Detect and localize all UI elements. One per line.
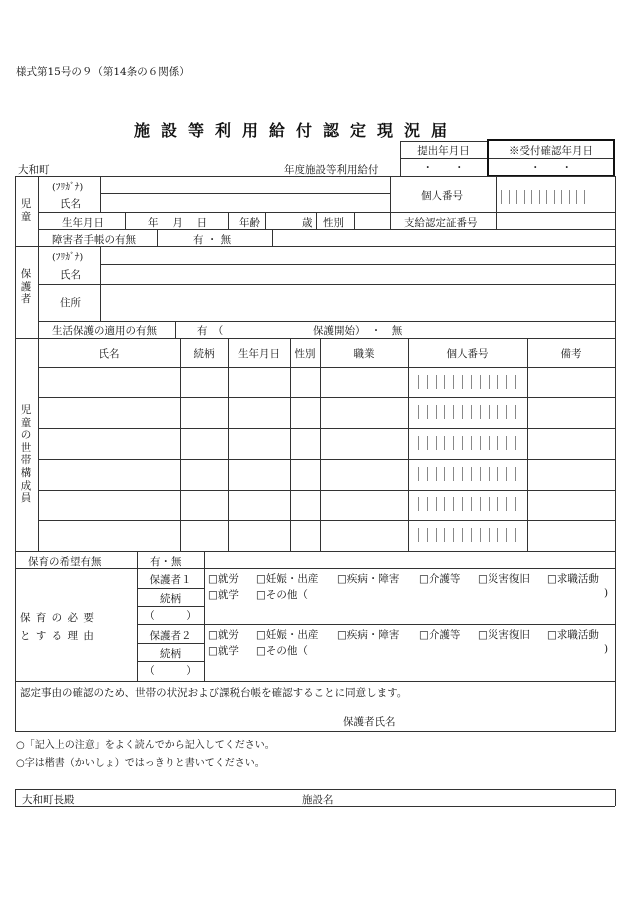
guardian2-relation-field[interactable]: （ ） [144, 665, 197, 677]
received-date-label: ※受付確認年月日 [509, 145, 593, 157]
guardian2-reason-pregnancy[interactable]: □妊娠・出産 [256, 629, 319, 641]
child-birthdate-label: 生年月日 [62, 217, 104, 229]
household-section-label: 児 童 の 世 帯 構 成 員 [20, 404, 32, 505]
guardian1-reason-disaster[interactable]: □災害復旧 [478, 573, 530, 585]
childcare-reason-label-2: と す る 理 由 [20, 630, 95, 642]
guardian-name-label: 氏名 [60, 269, 81, 281]
guardian2-reason-disaster[interactable]: □災害復旧 [478, 629, 530, 641]
benefit-label: 年度施設等利用給付 [284, 164, 379, 176]
household-col-name: 氏名 [98, 348, 120, 360]
submit-date-label: 提出年月日 [417, 145, 470, 157]
guardian1-reason-job-search[interactable]: □求職活動 [547, 573, 599, 585]
guardian2-reason-work[interactable]: □就労 [208, 629, 239, 641]
guardian2-relation-label: 続柄 [160, 648, 181, 660]
child-my-number-label: 個人番号 [421, 190, 463, 202]
child-birthdate-units: 年 月 日 [148, 217, 208, 229]
table-row[interactable] [414, 405, 520, 419]
addressee: 大和町長殿 [22, 794, 75, 806]
consent-text: 認定事由の確認のため、世帯の状況および課税台帳を確認することに同意します。 [20, 687, 408, 699]
child-section-label: 児 童 [20, 198, 32, 223]
table-row[interactable] [414, 528, 520, 542]
note-1: ○「記入上の注意」をよく読んでから記入してください。 [16, 740, 275, 751]
table-row[interactable] [414, 436, 520, 450]
facility-label: 施設名 [302, 794, 334, 806]
household-col-relation: 続柄 [193, 348, 215, 360]
table-row[interactable] [414, 497, 520, 511]
child-furigana-label: (ﾌﾘｶﾞﾅ) [52, 182, 84, 193]
household-col-remarks: 備考 [560, 348, 582, 360]
guardian-welfare-yes[interactable]: 有 （ [197, 325, 224, 337]
town-name: 大和町 [18, 164, 50, 176]
childcare-reason-label-1: 保 育 の 必 要 [20, 612, 95, 624]
child-sex-label: 性別 [323, 217, 344, 229]
guardian1-reason-illness[interactable]: □疾病・障害 [337, 573, 400, 585]
guardian-furigana-label: (ﾌﾘｶﾞﾅ) [52, 252, 84, 263]
guardian2-reason-illness[interactable]: □疾病・障害 [337, 629, 400, 641]
guardian2-reason-other[interactable]: □その他（ [256, 645, 308, 657]
household-col-occupation: 職業 [353, 348, 375, 360]
child-my-number-boxes[interactable] [498, 190, 588, 204]
guardian-signature-label: 保護者氏名 [343, 716, 396, 728]
form-number: 様式第15号の９（第14条の６関係） [16, 66, 190, 78]
table-row[interactable] [414, 375, 520, 389]
childcare-hope-label: 保育の希望有無 [28, 556, 102, 568]
guardian1-reason-other[interactable]: □その他（ [256, 589, 308, 601]
household-col-my-number: 個人番号 [446, 348, 489, 360]
guardian1-relation-label: 続柄 [160, 593, 181, 605]
guardian1-reason-pregnancy[interactable]: □妊娠・出産 [256, 573, 319, 585]
guardian2-label: 保護者２ [149, 630, 192, 642]
guardian-address-label: 住所 [60, 297, 81, 309]
child-age-label: 年齢 [239, 217, 260, 229]
guardian1-relation-field[interactable]: （ ） [144, 610, 197, 622]
guardian2-reason-other-close: ) [604, 643, 609, 655]
household-col-birthdate: 生年月日 [238, 348, 280, 360]
guardian1-reason-other-close: ) [604, 587, 609, 599]
table-row[interactable] [414, 467, 520, 481]
guardian1-reason-study[interactable]: □就学 [208, 589, 239, 601]
child-handbook-choices[interactable]: 有 ・ 無 [193, 234, 232, 246]
childcare-hope-choices[interactable]: 有・無 [150, 556, 182, 568]
guardian2-reason-care[interactable]: □介護等 [419, 629, 461, 641]
guardian-welfare-label: 生活保護の適用の有無 [52, 325, 157, 337]
note-2: ○字は楷書（かいしょ）ではっきりと書いてください。 [16, 758, 265, 769]
page-title: 施設等利用給付認定現況届 [134, 121, 459, 140]
submit-date-field[interactable]: ・ ・ [422, 162, 465, 174]
child-name-label: 氏名 [60, 198, 81, 210]
guardian-welfare-start[interactable]: 保護開始） ・ 無 [313, 325, 403, 337]
child-handbook-label: 障害者手帳の有無 [52, 234, 136, 246]
received-date-field[interactable]: ・ ・ [530, 162, 572, 174]
household-col-sex: 性別 [294, 348, 316, 360]
guardian2-reason-job-search[interactable]: □求職活動 [547, 629, 599, 641]
guardian-section-label: 保 護 者 [20, 268, 32, 306]
child-certificate-label: 支給認定証番号 [404, 217, 478, 229]
guardian1-reason-work[interactable]: □就労 [208, 573, 239, 585]
guardian2-reason-study[interactable]: □就学 [208, 645, 239, 657]
child-age-unit: 歳 [302, 217, 313, 229]
guardian1-reason-care[interactable]: □介護等 [419, 573, 461, 585]
guardian1-label: 保護者１ [149, 574, 192, 586]
